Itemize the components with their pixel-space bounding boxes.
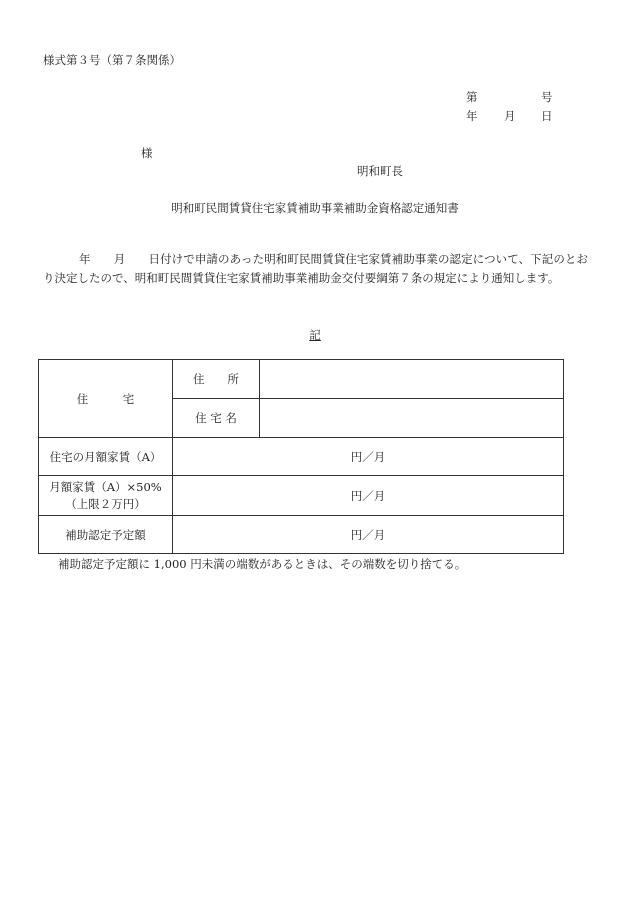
table-row <box>39 476 564 516</box>
number-go: 号 <box>541 90 553 104</box>
monthly-rent-label: 住宅の月額家賃（A） <box>39 438 173 476</box>
half-rent-unit: 円／月 <box>173 476 564 516</box>
table-row <box>39 516 564 554</box>
half-rent-label-line1: 月額家賃（A）×50% <box>49 479 162 494</box>
body-text: 年 月 日付けで申請のあった明和町民間賃貸住宅家賃補助事業の認定について、下記のとおり決定したので、明和町民間賃貸住宅家賃補助事業補助金交付要綱第７条の規定により通知します。 <box>43 252 588 285</box>
footnote: 補助認定予定額に 1,000 円未満の端数があるときは、その端数を切り捨てる。 <box>58 557 467 571</box>
date-year: 年 <box>466 109 478 123</box>
subsidy-unit: 円／月 <box>173 516 564 554</box>
ki-text: 記 <box>309 328 321 342</box>
document-title: 明和町民間賃貸住宅家賃補助事業補助金資格認定通知書 <box>171 201 459 215</box>
date-month: 月 <box>504 109 516 123</box>
address-label: 住 所 <box>173 360 260 399</box>
ki-heading <box>0 327 630 343</box>
housing-label: 住 宅 <box>39 360 173 438</box>
table-row <box>39 438 564 476</box>
form-number: 様式第３号（第７条関係） <box>43 53 181 67</box>
recipient-suffix: 様 <box>141 146 153 160</box>
half-rent-label-line2: （上限２万円） <box>65 496 146 511</box>
address-value <box>260 360 564 399</box>
info-table <box>38 359 564 554</box>
subsidy-label: 補助認定予定額 <box>39 516 173 554</box>
issuer: 明和町長 <box>357 164 403 178</box>
number-dai: 第 <box>466 90 478 104</box>
table-row <box>39 360 564 399</box>
half-rent-label <box>39 476 173 516</box>
housing-name-label: 住 宅 名 <box>173 399 260 438</box>
date-day: 日 <box>541 109 553 123</box>
monthly-rent-unit: 円／月 <box>173 438 564 476</box>
housing-name-value <box>260 399 564 438</box>
